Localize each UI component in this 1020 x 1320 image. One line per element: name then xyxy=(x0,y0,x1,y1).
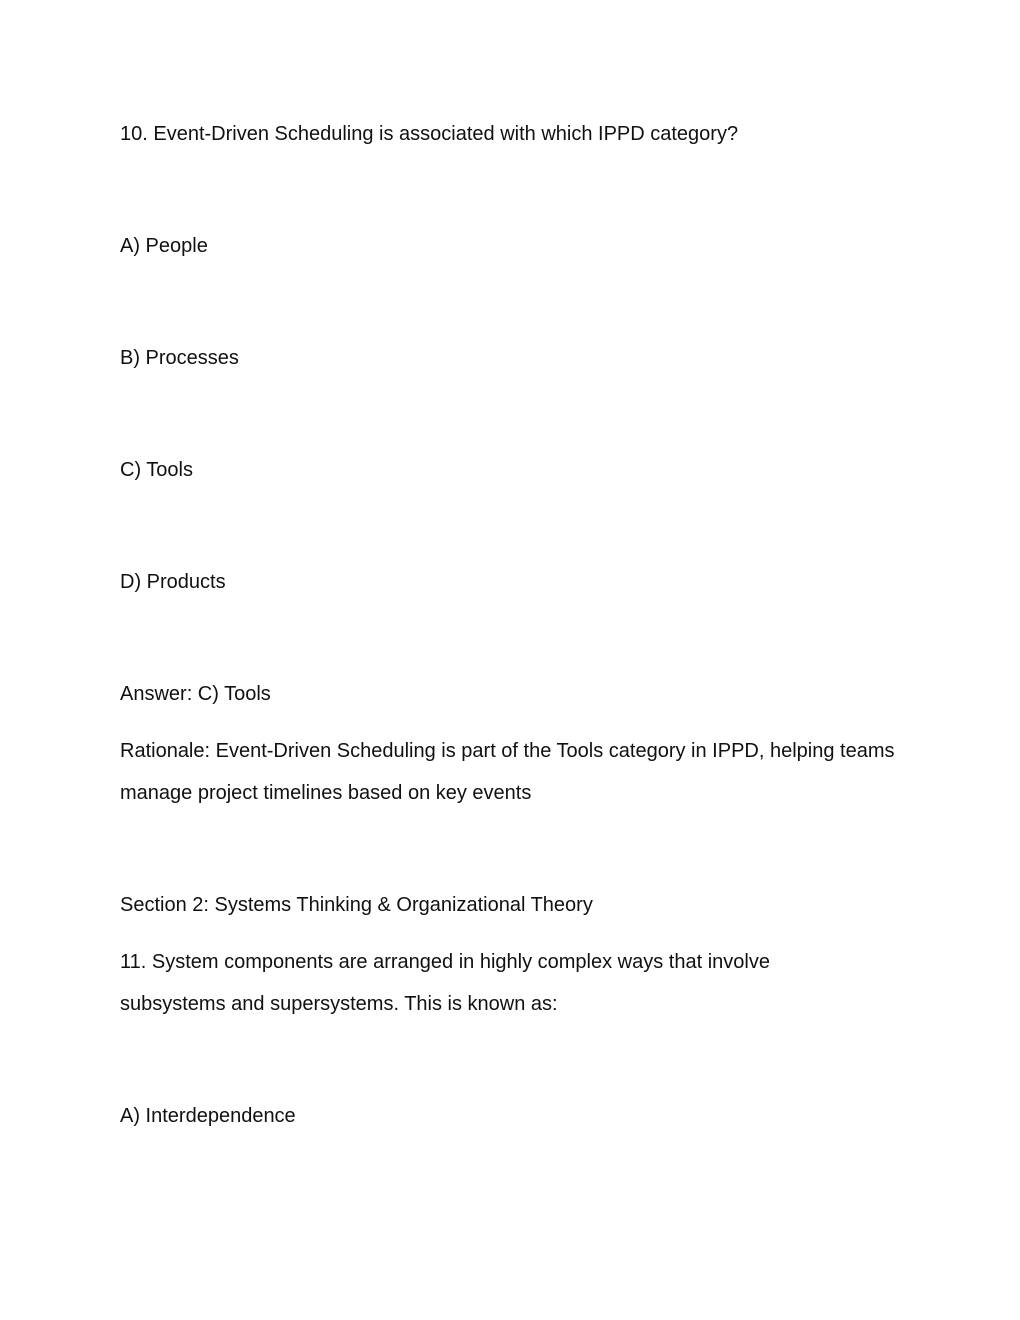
q11-option-a: A) Interdependence xyxy=(120,1105,296,1127)
question-11-text: 11. System components are arranged in highly complex ways that involve subsystems and supersystems. This is known as: xyxy=(120,951,770,1015)
q10-option-a: A) People xyxy=(120,235,208,257)
q10-rationale: Rationale: Event-Driven Scheduling is part of the Tools category in IPPD, helping teams manage project timelines based on key events xyxy=(120,740,895,804)
section-2-heading: Section 2: Systems Thinking & Organizational Theory xyxy=(120,894,593,916)
q10-option-b: B) Processes xyxy=(120,347,239,369)
question-10-text: 10. Event-Driven Scheduling is associated with which IPPD category? xyxy=(120,123,739,145)
q10-option-d: D) Products xyxy=(120,571,226,593)
q10-option-c: C) Tools xyxy=(120,459,193,481)
q10-answer: Answer: C) Tools xyxy=(120,683,271,705)
